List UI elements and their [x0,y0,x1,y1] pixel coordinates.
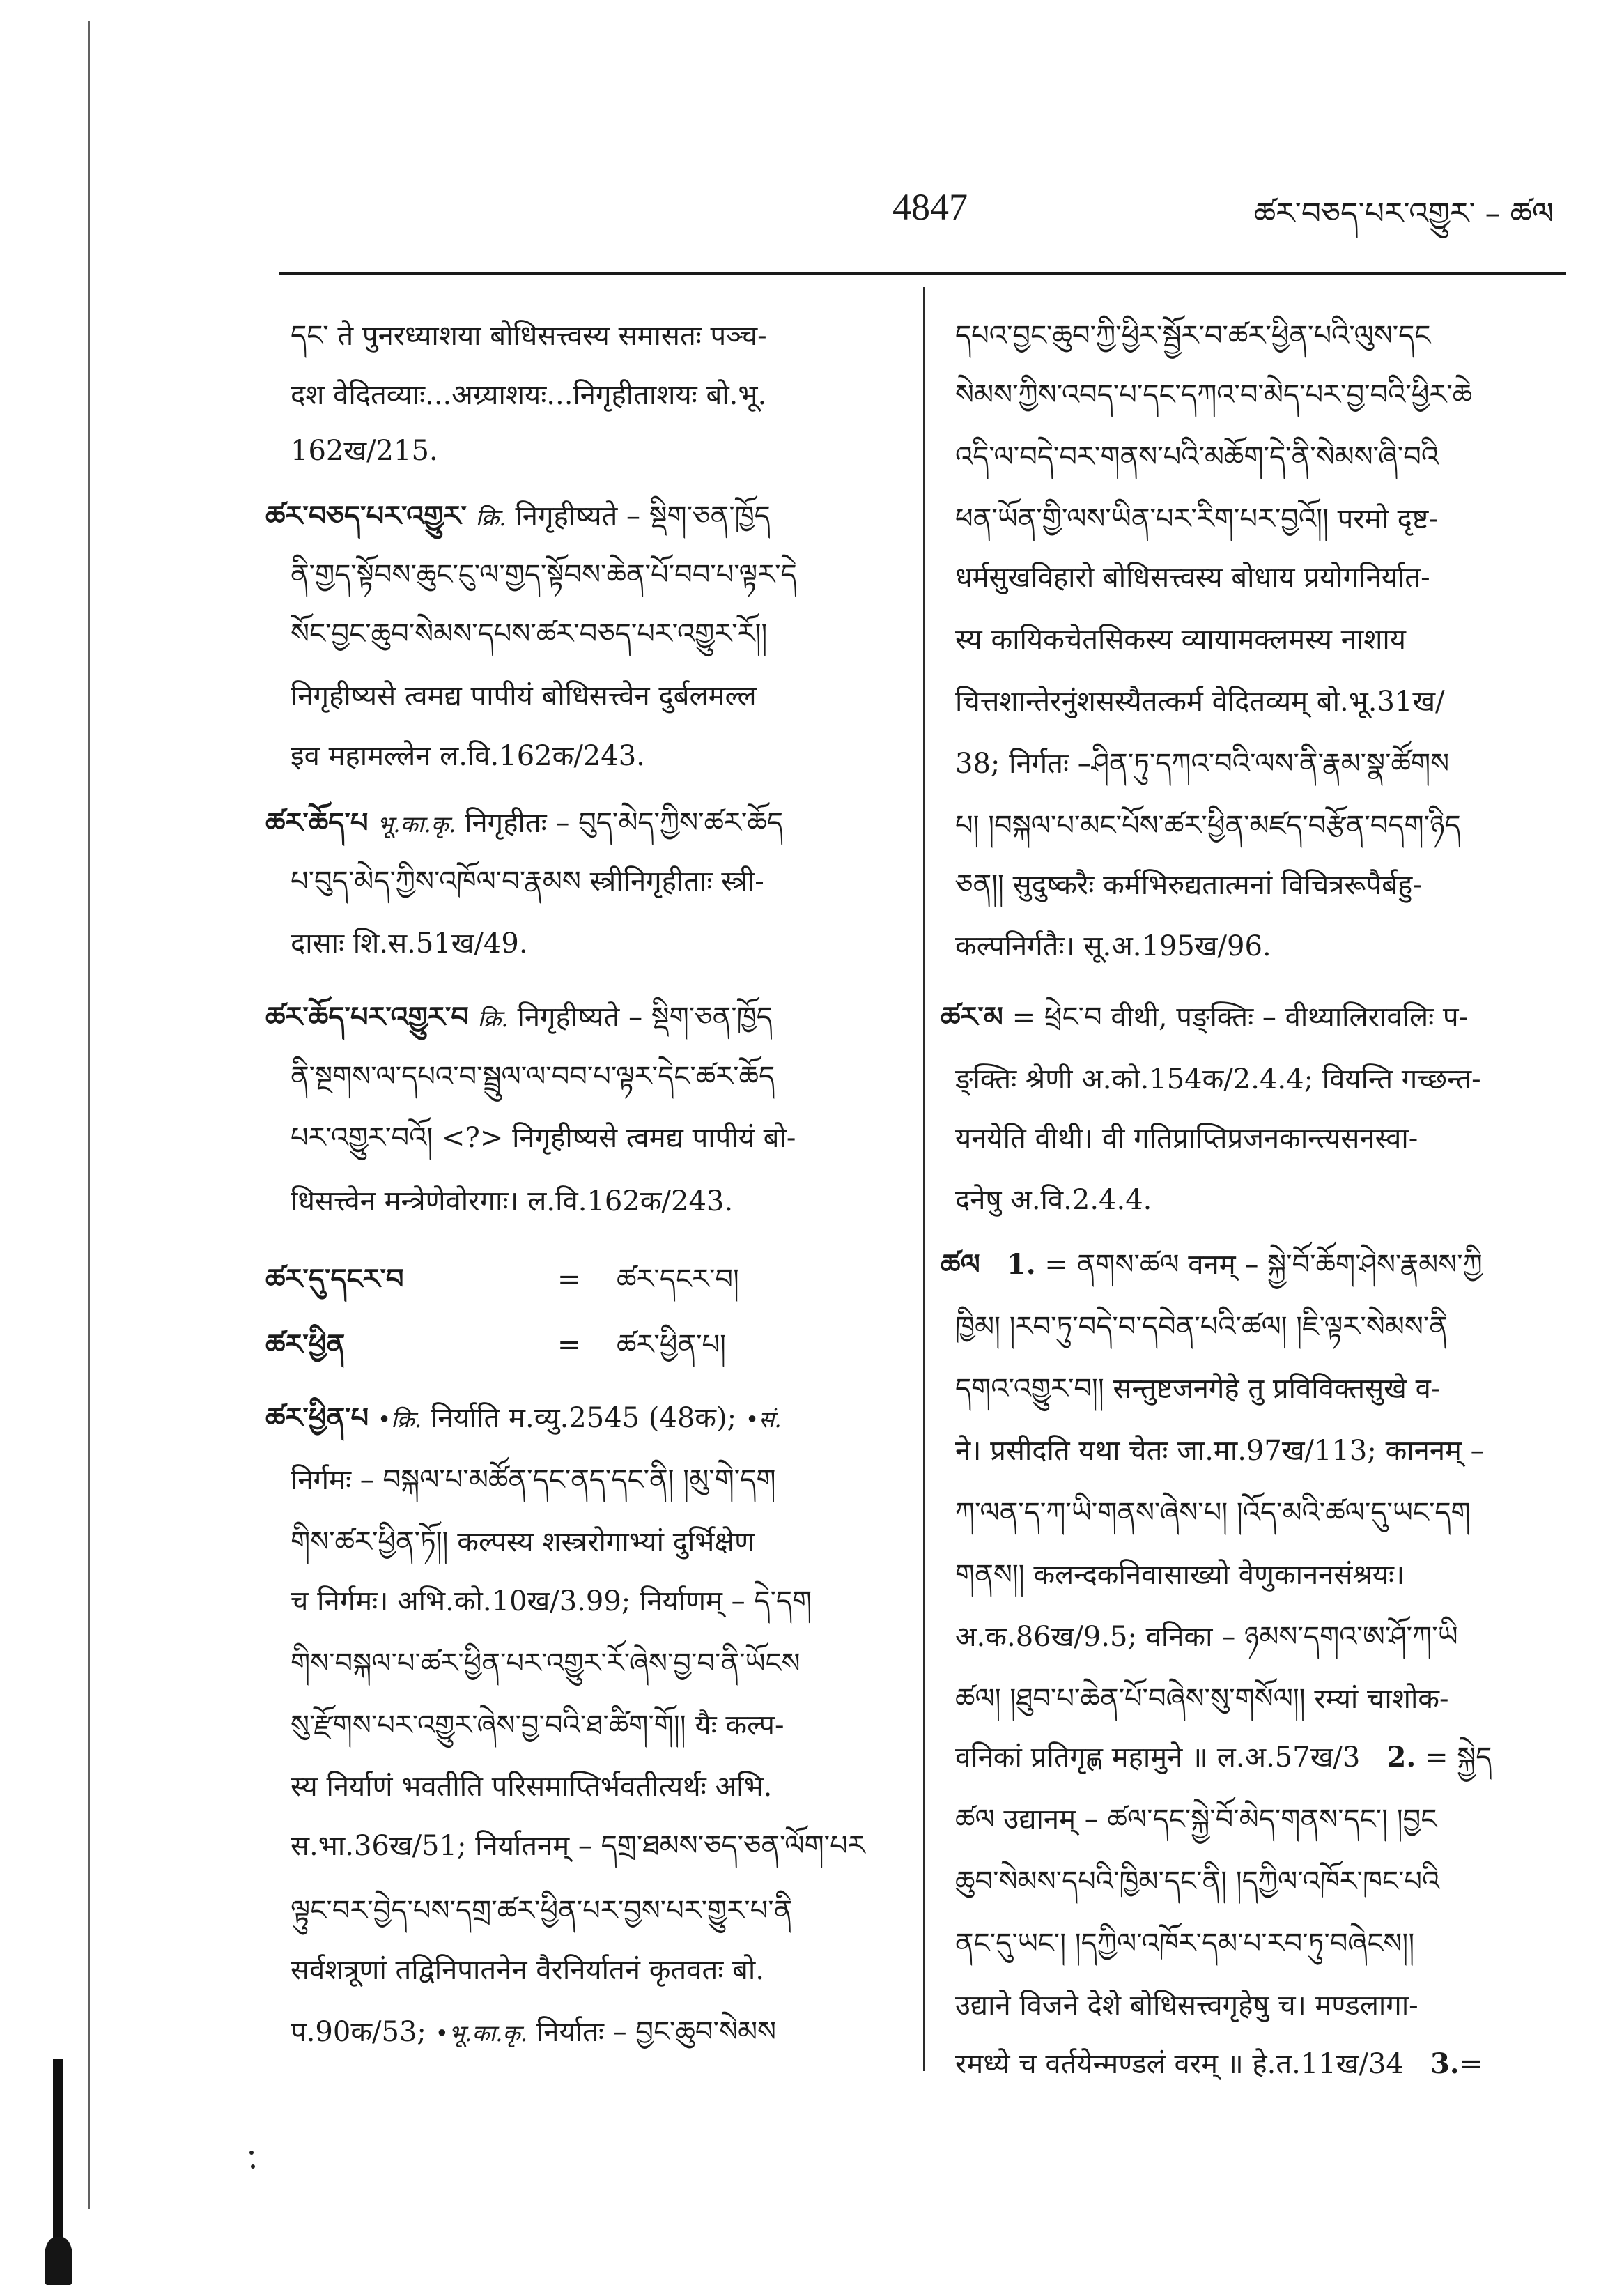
entry-line: ཁྱིམ། །རབ་ཏུ་བདེ་བ་དབེན་པའི་ཚལ། །ཇི་ལྟར་སེམས་ནི [955,1311,1448,1343]
entry-line: 38; निर्गतः –ཤིན་ཏུ་དཀའ་བའི་ལས་ནི་རྣམ་སྣ་ཚོགས [955,748,1450,780]
entry-line: སེམས་ཀྱིས་འབད་པ་དང་དཀའ་བ་མེད་པར་བྱ་བའི་ཕྱིར་ཆེ [955,379,1473,411]
entry-line: གནས།། कलन्दकनिवासाख्यो वेणुकाननसंश्रयः। [955,1559,1405,1591]
entry-line: ཀ་ལན་ད་ཀ་ཡི་གནས་ཞེས་པ། །འོད་མའི་ཚལ་དུ་ཡང་དག [955,1497,1471,1529]
entry-text: वनिकां प्रतिगृह्ण महामुने ॥ ल.अ.57ख/3 [955,1741,1361,1774]
entry-line: སོང་བྱང་ཆུབ་སེམས་དཔས་ཚར་བཅད་པར་འགྱུར་རོ།། [291,618,768,650]
entry-text: वीथी, पङ्क्तिः – वीथ्यालिरावलिः प- [1111,1001,1469,1033]
entry-text: निगृहीतः – བུད་མེད་ཀྱིས་ཚར་ཆོད [465,807,783,839]
entry-text: वनम् – སྐྱེ་བོ་ཆོག་ཤེས་རྣམས་ཀྱི [1188,1249,1483,1281]
scan-dot [249,2151,254,2155]
header-rule [279,272,1566,275]
entry-line: ལྟུང་བར་བྱེད་པས་དགྲ་ཚར་ཕྱིན་པར་བྱས་པར་གྱུར་པ་ནི [291,1895,793,1927]
entry-line: ཚལ། །ཐུབ་པ་ཆེན་པོ་བཞེས་སུ་གསོལ།། रम्यां चाशोक- [955,1683,1449,1715]
entry-headline [941,990,1565,1045]
entry-text: निगृहीष्यते – སྡིག་ཅན་ཁྱོད [515,500,771,532]
sense-number: 3. [1430,2047,1460,2080]
entry-line [955,2036,1565,2092]
entry-line: གིས་བསྐལ་པ་ཚར་ཕྱིན་པར་འགྱུར་རོ་ཞེས་བྱ་བ་ནི་ཡོངས [291,1647,801,1679]
entry-line: उद्याने विजने देशे बोधिसत्त्वगृहेषु च। मण्डलागा- [955,1990,1418,2022]
entry-line: དགའ་འགྱུར་བ།། सन्तुष्टजनगेहे तु प्रविविक्तसुखे व- [955,1373,1441,1405]
headword: ཚར་དུ་དངར་བ [265,1263,404,1295]
entry-line: དཔའ་བྱང་ཆུབ་ཀྱི་ཕྱིར་སྦྱོར་བ་ཚར་ཕྱིན་པའི་ལུས་དང [955,320,1431,352]
cross-reference-line [265,1317,892,1373]
grammar-tag: भू.का.कृ. [377,811,456,838]
page-number: 4847 [892,186,968,228]
entry-line: ङ्क्तिः श्रेणी अ.को.154क/2.4.4; वियन्ति गच्छन्त- [955,1063,1481,1095]
entry-text: प.90क/53; [291,2016,426,2048]
entry-line: ཚལ उद्यानम् – ཚལ་དང་སྐྱེ་བོ་མེད་གནས་དང་། །བྱང [955,1803,1437,1836]
headword: ཚར་ཕྱིན [265,1328,346,1361]
equals-sign: = [557,1263,581,1295]
entry-line: कल्पनिर्गतैः। सू.अ.195ख/96. [955,930,1271,962]
cross-reference: ཚར་ཕྱིན་པ། [617,1329,727,1361]
entry-line: ཕན་ཡོན་གྱི་ལས་ཡིན་པར་རིག་པར་བྱའོ།། परमो दृष्ट- [955,503,1438,535]
entry-text: रमध्ये च वर्तयेन्मण्डलं वरम् ॥ हे.त.11ख/34 [955,2048,1404,2080]
entry-headline [265,795,892,851]
sense-number: 2. [1386,1741,1416,1774]
headword: ཚལ [941,1248,980,1281]
entry-line: ཅན།། सुदुष्करैः कर्मभिरुद्यतात्मनां विचित्ररूपैर्बहु- [955,869,1422,901]
synonym: = ཕྲེང་བ [1012,1001,1102,1033]
entry-line: པ་བུད་མེད་ཀྱིས་འཁོལ་བ་རྣམས स्त्रीनिगृहीताः स्त्री- [291,865,764,898]
entry-line: निर्गमः – བསྐལ་པ་མཚོན་དང་ནད་དང་ནི། །མུ་གེ་དག [291,1464,776,1496]
entry-line: ཆུབ་སེམས་དཔའི་ཁྱིམ་དང་ནི། །དཀྱིལ་འཁོར་ཁང་པའི [955,1865,1440,1898]
grammar-tag: •सं. [745,1406,782,1433]
entry-line [291,2004,892,2060]
entry-text: निर्याति म.व्यु.2545 (48क); [431,1402,737,1434]
running-head: ཚར་བཅད་པར་འགྱུར་ – ཚལ [1253,196,1554,231]
headword: ཚར་བཅད་པར་འགྱུར་ [265,500,467,532]
entry-line: दश वेदितव्याः...अग्र्याशयः...निगृहीताशयः बो.भू. [291,379,767,411]
scan-margin-line [88,21,90,2209]
entry-text: निर्यातः – བྱང་ཆུབ་སེམས [536,2016,777,2048]
entry-line: दनेषु अ.वि.2.4.4. [955,1184,1152,1216]
entry-headline [265,990,892,1045]
grammar-tag: क्रि. [477,1006,509,1032]
entry-line: པ། །བསྐལ་པ་མང་པོས་ཚར་ཕྱིན་མཛད་བརྩོན་བདག་ཉིད [955,810,1461,842]
headword: ཚར་ཕྱིན་པ [265,1401,369,1434]
scan-binding-blob [45,2237,72,2285]
grammar-tag: •क्रि. [377,1406,422,1433]
grammar-tag: •भू.का.कृ. [435,2020,528,2047]
entry-line: ने। प्रसीदति यथा चेतः जा.मा.97ख/113; काननम् – [955,1435,1485,1467]
entry-line: སུ་རྫོགས་པར་འགྱུར་ཞེས་བྱ་བའི་ཐ་ཚིག་གོ།། यैः कल्प- [291,1709,784,1741]
synonym: = [1459,2048,1483,2080]
entry-line: དང་ ते पुनरध्याशया बोधिसत्त्वस्य समासतः पञ्च- [291,320,767,352]
entry-line: सर्वशत्रूणां तद्विनिपातनेन वैरनिर्यातनं कृतवतः बो. [291,1954,764,1986]
entry-line: च निर्गमः। अभि.को.10ख/3.99; निर्याणम् – དེ་དག [291,1585,812,1617]
synonym: = སྐྱེད [1425,1741,1492,1774]
sense-number: 1. [1006,1248,1036,1281]
entry-line: स्य कायिकचेतसिकस्य व्यायामक्लमस्य नाशाय [955,624,1406,656]
headword: ཚར་མ [941,1001,1003,1033]
cross-reference-line [265,1252,892,1307]
entry-line: इव महामल्लेन ल.वि.162क/243. [291,740,645,772]
cross-reference: ཚར་དངར་བ། [617,1263,739,1295]
equals-sign: = [557,1329,581,1361]
headword: ཚར་ཆོད་པར་འགྱུར་བ [265,1001,469,1033]
entry-headline [941,1237,1565,1293]
entry-text: निगृहीष्यते – སྡིག་ཅན་ཁྱོད [517,1001,773,1033]
entry-line: धर्मसुखविहारो बोधिसत्त्वस्य बोधाय प्रयोगनिर्यात- [955,562,1430,594]
grammar-tag: क्रि. [475,505,506,531]
entry-line [955,1730,1565,1785]
column-divider [923,287,925,2071]
entry-line: འདི་ལ་བདེ་བར་གནས་པའི་མཆོག་དེ་ནི་སེམས་ཞི་བའི [955,441,1439,473]
entry-headline [265,488,892,544]
synonym: = ནགས་ཚལ [1044,1249,1180,1281]
entry-line: धिसत्त्वेन मन्त्रेणेवोरगाः। ल.वि.162क/243. [291,1185,734,1217]
entry-line: ནང་དུ་ཡང་། །དཀྱིལ་འཁོར་དམ་པ་རབ་ཏུ་བཞེངས།། [955,1928,1415,1960]
entry-line: གིས་ཚར་ཕྱིན་ཏོ།། कल्पस्य शस्त्ररोगाभ्यां दुर्भिक्षेण [291,1526,755,1558]
entry-line: ནི་སྔགས་ལ་དཔའ་བ་སྦྲུལ་ལ་བབ་པ་ལྟར་དེང་ཚར་ཆོད [291,1061,775,1093]
entry-line: 162ख/215. [291,435,438,467]
entry-line: स्य निर्याणं भवतीति परिसमाप्तिर्भवतीत्यर्थः अभि. [291,1771,773,1803]
entry-line: चित्तशान्तेरनुंशसस्यैतत्कर्म वेदितव्यम् बो.भू.31ख/ [955,686,1445,718]
entry-line: པར་འགྱུར་བའོ། <?> निगृहीष्यसे त्वमद्य पापीयं बो- [291,1122,796,1154]
entry-line: दासाः शि.स.51ख/49. [291,928,528,960]
entry-line: निगृहीष्यसे त्वमद्य पापीयं बोधिसत्त्वेन दुर्बलमल्ल [291,680,757,712]
entry-line: अ.क.86ख/9.5; वनिका – ཉམས་དགའ་ཨ་ཤོ་ཀ་ཡི [955,1621,1458,1653]
entry-line: स.भा.36ख/51; निर्यातनम् – དགྲ་ཐམས་ཅད་ཅན་ལོག་པར [291,1830,865,1862]
entry-line: यनयेति वीथी। वी गतिप्राप्तिप्रजनकान्त्यसनस्वा- [955,1123,1418,1155]
entry-line: ནི་གྱད་སྟོབས་ཆུང་ངུ་ལ་གྱད་སྟོབས་ཆེན་པོ་བབ་པ་ལྟར་དེ [291,559,797,591]
entry-headline [265,1390,892,1446]
scan-dot [251,2164,255,2169]
headword: ཚར་ཆོད་པ [265,806,369,839]
